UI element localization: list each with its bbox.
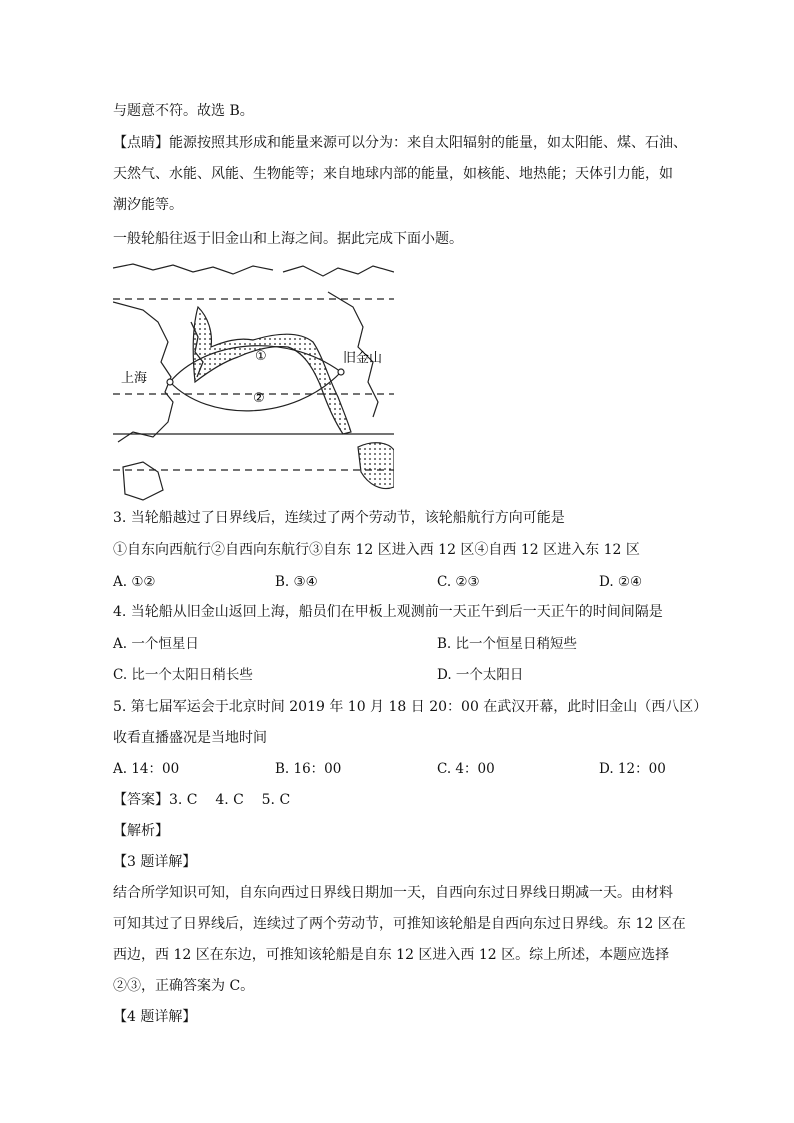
route1-marker: ① xyxy=(255,349,267,364)
text-line: 潮汐能等。 xyxy=(113,197,183,213)
q3-option-d[interactable]: D. ②④ xyxy=(599,574,643,590)
detail-3-text: 西边，西 12 区在东边，可推知该轮船是自东 12 区进入西 12 区。综上所述，本题应选择 xyxy=(113,947,670,963)
text-line: 【点睛】能源按照其形成和能量来源可以分为：来自太阳辐射的能量，如太阳能、煤、石油、 xyxy=(113,135,687,151)
q3-option-b[interactable]: B. ③④ xyxy=(275,574,318,590)
label-shanghai: 上海 xyxy=(121,371,148,386)
text-line: 与题意不符。故选 B。 xyxy=(113,103,254,119)
label-sanfrancisco: 旧金山 xyxy=(343,351,383,366)
question-3-stem: 3. 当轮船越过了日界线后，连续过了两个劳动节，该轮船航行方向可能是 xyxy=(113,510,565,526)
q5-option-c[interactable]: C. 4：00 xyxy=(437,761,495,777)
answer-line: 【答案】3. C 4. C 5. C xyxy=(113,792,291,808)
q3-option-c[interactable]: C. ②③ xyxy=(437,574,480,590)
route2-marker: ② xyxy=(253,391,265,406)
detail-3-text: ②③，正确答案为 C。 xyxy=(113,978,255,994)
detail-3-text: 可知其过了日界线后，连续过了两个劳动节，可推知该轮船是自西向东过日界线。东 12 区在 xyxy=(113,916,686,932)
question-5-stem: 5. 第七届军运会于北京时间 2019 年 10 月 18 日 20：00 在武汉开幕，此时旧金山（西八区） xyxy=(113,699,708,715)
text-line: 天然气、水能、风能、生物能等；来自地球内部的能量，如核能、地热能；天体引力能，如 xyxy=(113,166,673,182)
question-5-stem-cont: 收看直播盛况是当地时间 xyxy=(113,730,267,746)
q4-option-b[interactable]: B. 比一个恒星日稍短些 xyxy=(437,636,578,652)
q5-option-a[interactable]: A. 14：00 xyxy=(113,761,180,777)
text-line: 一般轮船往返于旧金山和上海之间。据此完成下面小题。 xyxy=(113,231,463,247)
detail-3-heading: 【3 题详解】 xyxy=(113,854,197,870)
detail-4-heading: 【4 题详解】 xyxy=(113,1009,197,1025)
q4-option-c[interactable]: C. 比一个太阳日稍长些 xyxy=(113,667,253,683)
pacific-route-map xyxy=(113,262,394,502)
question-4-stem: 4. 当轮船从旧金山返回上海，船员们在甲板上观测前一天正午到后一天正午的时间间隔是 xyxy=(113,604,663,620)
q5-option-d[interactable]: D. 12：00 xyxy=(599,761,666,777)
q4-option-a[interactable]: A. 一个恒星日 xyxy=(113,636,199,652)
q3-option-a[interactable]: A. ①② xyxy=(113,574,156,590)
detail-3-text: 结合所学知识可知，自东向西过日界线日期加一天，自西向东过日界线日期减一天。由材料 xyxy=(113,885,673,901)
question-3-items: ①自东向西航行②自西向东航行③自东 12 区进入西 12 区④自西 12 区进入东 12 区 xyxy=(113,542,640,558)
q4-option-d[interactable]: D. 一个太阳日 xyxy=(437,667,524,683)
q5-option-b[interactable]: B. 16：00 xyxy=(275,761,342,777)
analysis-heading: 【解析】 xyxy=(113,823,169,839)
